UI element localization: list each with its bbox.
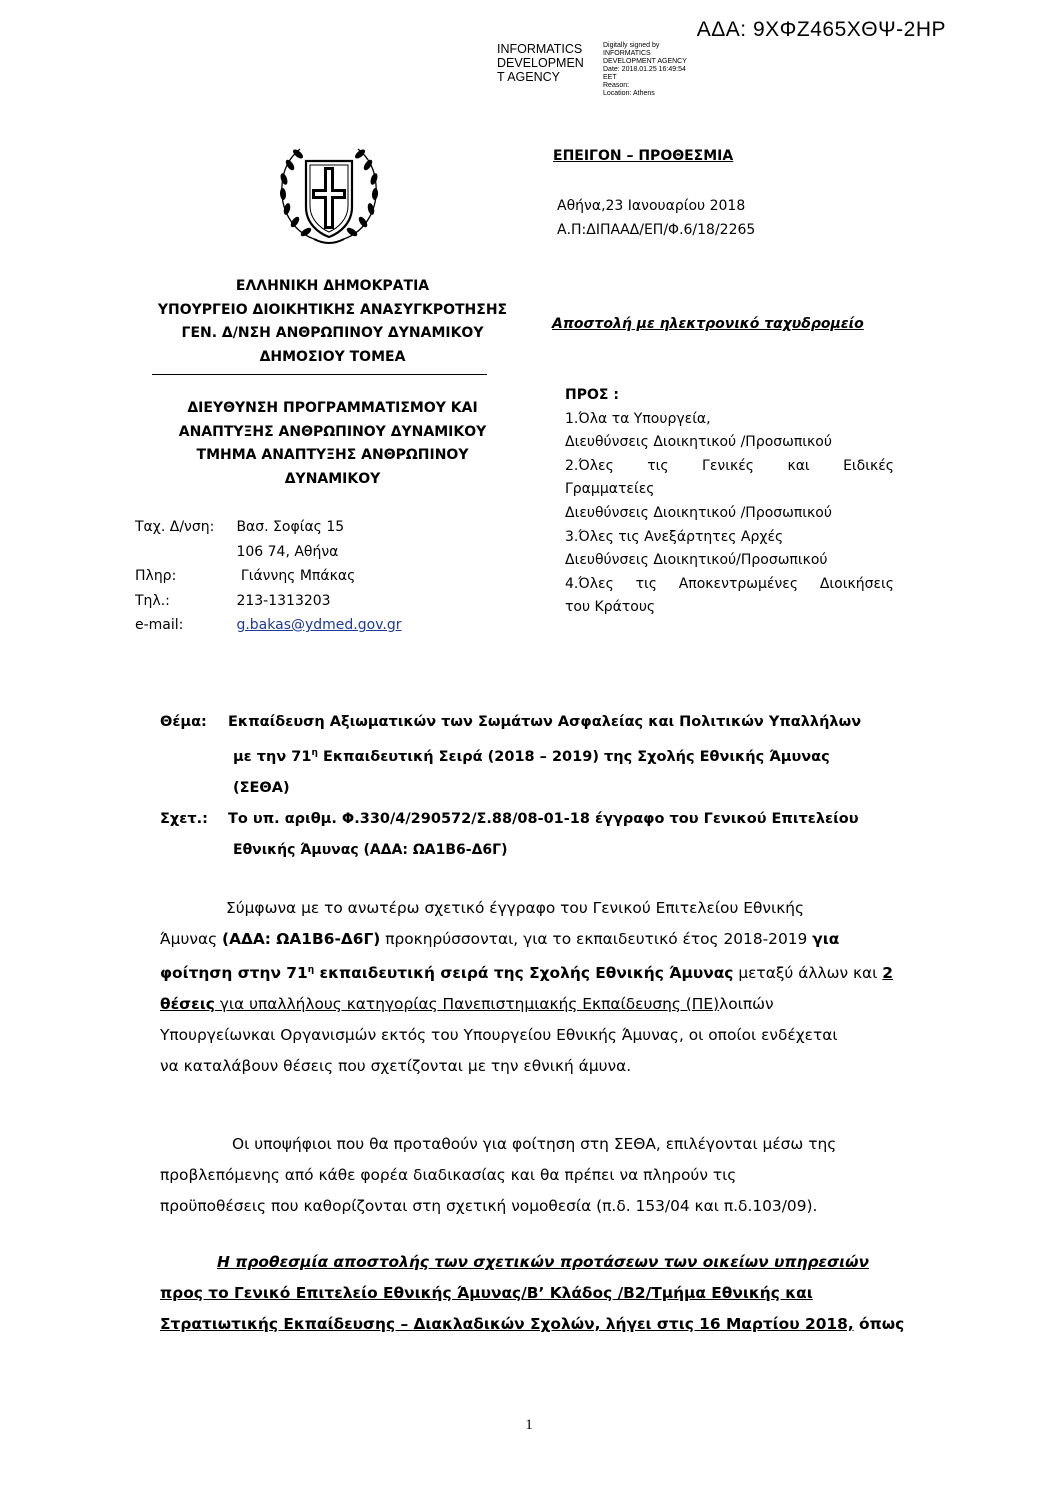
dept-line: ΤΜΗΜΑ ΑΝΑΠΤΥΞΗΣ ΑΝΘΡΩΠΙΝΟΥ — [196, 447, 469, 463]
signature-detail-line: EET — [603, 74, 617, 81]
contact-value: Βασ. Σοφίας 15 — [236, 519, 345, 535]
recipients-block — [565, 384, 894, 620]
signature-detail-line: Location: Athens — [603, 90, 655, 97]
recipient-line: Διευθύνσεις Διοικητικού/Προσωπικού — [565, 552, 828, 569]
body-line: Άμυνας (ΑΔΑ: ΩΑ1Β6-Δ6Γ) προκηρύσσονται, για το εκπαιδευτικό έτος 2018-2019 για — [160, 930, 840, 948]
recipient-line: 3.Όλες τις Ανεξάρτητες Αρχές — [565, 528, 784, 545]
recipient-line: Γραμματείες — [565, 481, 655, 498]
ada-code: ΑΔΑ: 9ΧΦΖ465ΧΘΨ-2ΗΡ — [696, 18, 946, 41]
signature-org — [497, 42, 584, 84]
org-line: ΔΗΜΟΣΙΟΥ ΤΟΜΕΑ — [259, 348, 406, 365]
delivery-method: Αποστολή με ηλεκτρονικό ταχυδρομείο — [552, 316, 864, 332]
body-paragraph-3 — [160, 1247, 933, 1340]
org-line: ΥΠΟΥΡΓΕΙΟ ΔΙΟΙΚΗΤΙΚΗΣ ΑΝΑΣΥΓΚΡΟΤΗΣΗΣ — [157, 301, 508, 318]
body-line: Στρατιωτικής Εκπαίδευσης – Διακλαδικών Σχολών, λήγει στις 16 Μαρτίου 2018, όπως — [160, 1315, 905, 1333]
contact-value: Γιάννης Μπάκας — [240, 568, 356, 584]
contact-label: Ταχ. Δ/νση: — [135, 519, 215, 535]
recipient-line: 2.Όλες τις Γενικές και Ειδικές — [565, 457, 894, 474]
signature-detail-line: Date: 2018.01.25 16:49:54 — [603, 66, 686, 73]
body-line: φοίτηση στην $71^\eta$ εκπαιδευτική σειρά της Σχολής Εθνικής Άμυνας μεταξύ άλλων και 2 — [160, 964, 893, 983]
contact-phone-row — [135, 589, 402, 614]
page-number: 1 — [525, 1417, 533, 1433]
recipient-line: του Κράτους — [565, 599, 656, 616]
signature-org-line: T AGENCY — [497, 70, 560, 84]
contact-label: e-mail: — [135, 617, 184, 633]
recipients-heading: ΠΡΟΣ : — [565, 387, 619, 403]
org-line: ΕΛΛΗΝΙΚΗ ΔΗΜΟΚΡΑΤΙΑ — [235, 278, 430, 294]
related-line: Σχετ.: Το υπ. αριθμ. Φ.330/4/290572/Σ.88/08-01-18 έγγραφο του Γενικού Επιτελείου — [160, 804, 861, 835]
related-line: Εθνικής Άμυνας (ΑΔΑ: ΩΑ1Β6-Δ6Γ) — [233, 841, 508, 858]
subject-line: (ΣΕΘΑ) — [233, 779, 290, 796]
body-line: προϋποθέσεις που καθορίζονται στη σχετική νομοθεσία (π.δ. 153/04 και π.δ.103/09). — [160, 1197, 818, 1215]
body-line: Υπουργείωνκαι Οργανισμών εκτός του Υπουργείου Εθνικής Άμυνας, οι οποίοι ενδέχεται — [160, 1026, 838, 1045]
recipient-line: Διευθύνσεις Διοικητικού /Προσωπικού — [565, 434, 832, 451]
body-line: να καταλάβουν θέσεις που σχετίζονται με την εθνική άμυνα. — [160, 1057, 632, 1076]
urgency-label: ΕΠΕΙΓΟΝ – ΠΡΟΘΕΣΜΙΑ — [553, 148, 734, 164]
greek-coat-of-arms-icon — [274, 139, 384, 251]
contact-value: 213-1313203 — [236, 592, 331, 609]
related-label: Σχετ.: — [160, 810, 208, 827]
contact-email-row — [135, 613, 402, 638]
document-ref-number: Α.Π:ΔΙΠΑΑΔ/ΕΠ/Φ.6/18/2265 — [557, 222, 756, 238]
contact-label: Τηλ.: — [135, 592, 170, 609]
sender-organization — [145, 275, 520, 369]
email-link[interactable]: g.bakas@ydmed.gov.gr — [236, 617, 402, 633]
signature-details — [603, 42, 687, 98]
contact-details — [135, 515, 402, 638]
date-ref-block — [557, 194, 755, 242]
recipient-line: Διευθύνσεις Διοικητικού /Προσωπικού — [565, 504, 832, 521]
org-line: ΓΕΝ. Δ/ΝΣΗ ΑΝΘΡΩΠΙΝΟΥ ΔΥΝΑΜΙΚΟΥ — [181, 325, 484, 341]
signature-detail-line: INFORMATICS — [603, 50, 651, 57]
signature-org-line: INFORMATICS — [497, 42, 583, 56]
document-date: Αθήνα,23 Ιανουαρίου 2018 — [557, 198, 746, 214]
contact-label: Πληρ: — [135, 568, 177, 584]
dept-line: ΔΥΝΑΜΙΚΟΥ — [284, 470, 381, 487]
divider — [152, 374, 487, 375]
contact-value: 106 74, Αθήνα — [236, 543, 339, 560]
body-line: Η προθεσμία αποστολής των σχετικών προτάσεων των οικείων υπηρεσιών — [217, 1253, 869, 1271]
body-line: Οι υποψήφιοι που θα προταθούν για φοίτηση στη ΣΕΘΑ, επιλέγονται μέσω της — [232, 1135, 837, 1153]
body-line: προβλεπόμενης από κάθε φορέα διαδικασίας και θα πρέπει να πληρούν τις — [160, 1166, 737, 1184]
subject-line: Θέμα: Εκπαίδευση Αξιωματικών των Σωμάτων Ασφαλείας και Πολιτικών Υπαλλήλων — [160, 707, 861, 738]
contact-address-row-2 — [135, 540, 402, 565]
signature-detail-line: Reason: — [603, 82, 630, 89]
subject-block — [160, 707, 861, 866]
body-line: Σύμφωνα με το ανωτέρω σχετικό έγγραφο του Γενικού Επιτελείου Εθνικής — [226, 899, 805, 917]
body-paragraph-2 — [160, 1129, 933, 1222]
body-line: προς το Γενικό Επιτελείο Εθνικής Άμυνας/Β’ Κλάδος /Β2/Τμήμα Εθνικής και — [160, 1284, 813, 1302]
dept-line: ΑΝΑΠΤΥΞΗΣ ΑΝΘΡΩΠΙΝΟΥ ΔΥΝΑΜΙΚΟΥ — [178, 423, 487, 440]
body-paragraph-1 — [160, 893, 933, 1082]
contact-info-row — [135, 564, 402, 589]
dept-line: ΔΙΕΥΘΥΝΣΗ ΠΡΟΓΡΑΜΜΑΤΙΣΜΟΥ ΚΑΙ — [187, 400, 478, 416]
sender-department — [145, 397, 520, 491]
recipient-line: 1.Όλα τα Υπουργεία, — [565, 410, 711, 427]
signature-org-line: DEVELOPMEN — [497, 56, 584, 70]
signature-detail-line: DEVELOPMENT AGENCY — [603, 58, 687, 65]
body-line: θέσεις για υπαλλήλους κατηγορίας Πανεπιστημιακής Εκπαίδευσης (ΠΕ)λοιπών — [160, 995, 774, 1014]
contact-address-row — [135, 515, 402, 540]
subject-label: Θέμα: — [160, 714, 207, 730]
recipient-line: 4.Όλες τις Αποκεντρωμένες Διοικήσεις — [565, 575, 894, 592]
subject-line: με την $71^\eta$ Εκπαιδευτική Σειρά (2018 – 2019) της Σχολής Εθνικής Άμυνας — [233, 748, 830, 765]
signature-detail-line: Digitally signed by — [603, 42, 660, 49]
